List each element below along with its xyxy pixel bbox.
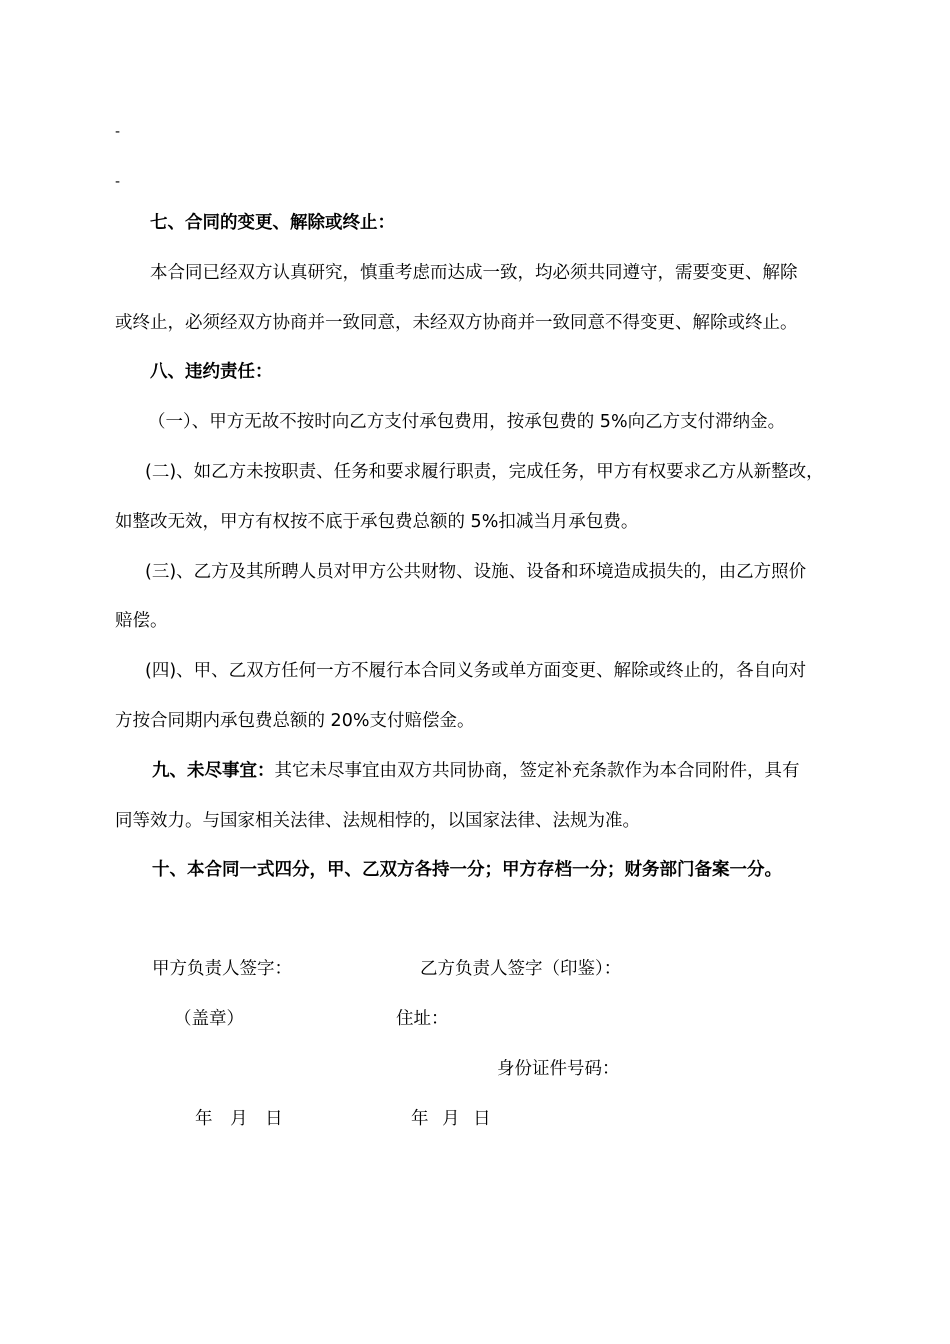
- address-label: 住址：: [396, 1009, 449, 1029]
- section9-line1-text: 其它未尽事宜由双方共同协商，签定补充条款作为本合同附件，具有: [274, 761, 800, 781]
- section7-line2: 或终止，必须经双方协商并一致同意，未经双方协商并一致同意不得变更、解除或终止。: [115, 313, 798, 333]
- section8-heading: 八、违约责任：: [150, 362, 273, 382]
- section7-heading: 七、合同的变更、解除或终止：: [150, 213, 395, 233]
- party-a-signature-label: 甲方负责人签字：: [152, 959, 292, 979]
- section8-item2-line2: 如整改无效，甲方有权按不底于承包费总额的 5%扣减当月承包费。: [115, 512, 639, 532]
- stray-dash-1: -: [115, 124, 121, 140]
- section9-heading: 九、未尽事宜：: [152, 761, 275, 781]
- party-b-date: 年 月 日: [411, 1109, 495, 1129]
- section8-item3-line1: (三)、乙方及其所聘人员对甲方公共财物、设施、设备和环境造成损失的，由乙方照价: [145, 562, 807, 582]
- party-a-date: 年 月 日: [195, 1109, 289, 1129]
- stray-dash-2: -: [115, 174, 121, 190]
- section9-line2: 同等效力。与国家相关法律、法规相悖的，以国家法律、法规为准。: [115, 811, 640, 831]
- id-number-label: 身份证件号码：: [497, 1059, 620, 1079]
- section10-text: 十、本合同一式四分，甲、乙双方各持一分；甲方存档一分；财务部门备案一分。: [152, 860, 782, 880]
- section8-item4-line1: (四)、甲、乙双方任何一方不履行本合同义务或单方面变更、解除或终止的，各自向对: [145, 661, 807, 681]
- section9-line1: [152, 759, 892, 783]
- section7-line1: 本合同已经双方认真研究，慎重考虑而达成一致，均必须共同遵守，需要变更、解除: [150, 263, 798, 283]
- section8-item4-line2: 方按合同期内承包费总额的 20%支付赔偿金。: [115, 711, 475, 731]
- section8-item3-line2: 赔偿。: [115, 611, 168, 631]
- seal-label: （盖章）: [174, 1009, 244, 1029]
- section8-item2-line1: (二)、如乙方未按职责、任务和要求履行职责，完成任务，甲方有权要求乙方从新整改，: [145, 462, 824, 482]
- party-b-signature-label: 乙方负责人签字（印鉴）：: [420, 959, 622, 979]
- section8-item1: （一）、甲方无故不按时向乙方支付承包费用，按承包费的 5%向乙方支付滞纳金。: [148, 412, 786, 432]
